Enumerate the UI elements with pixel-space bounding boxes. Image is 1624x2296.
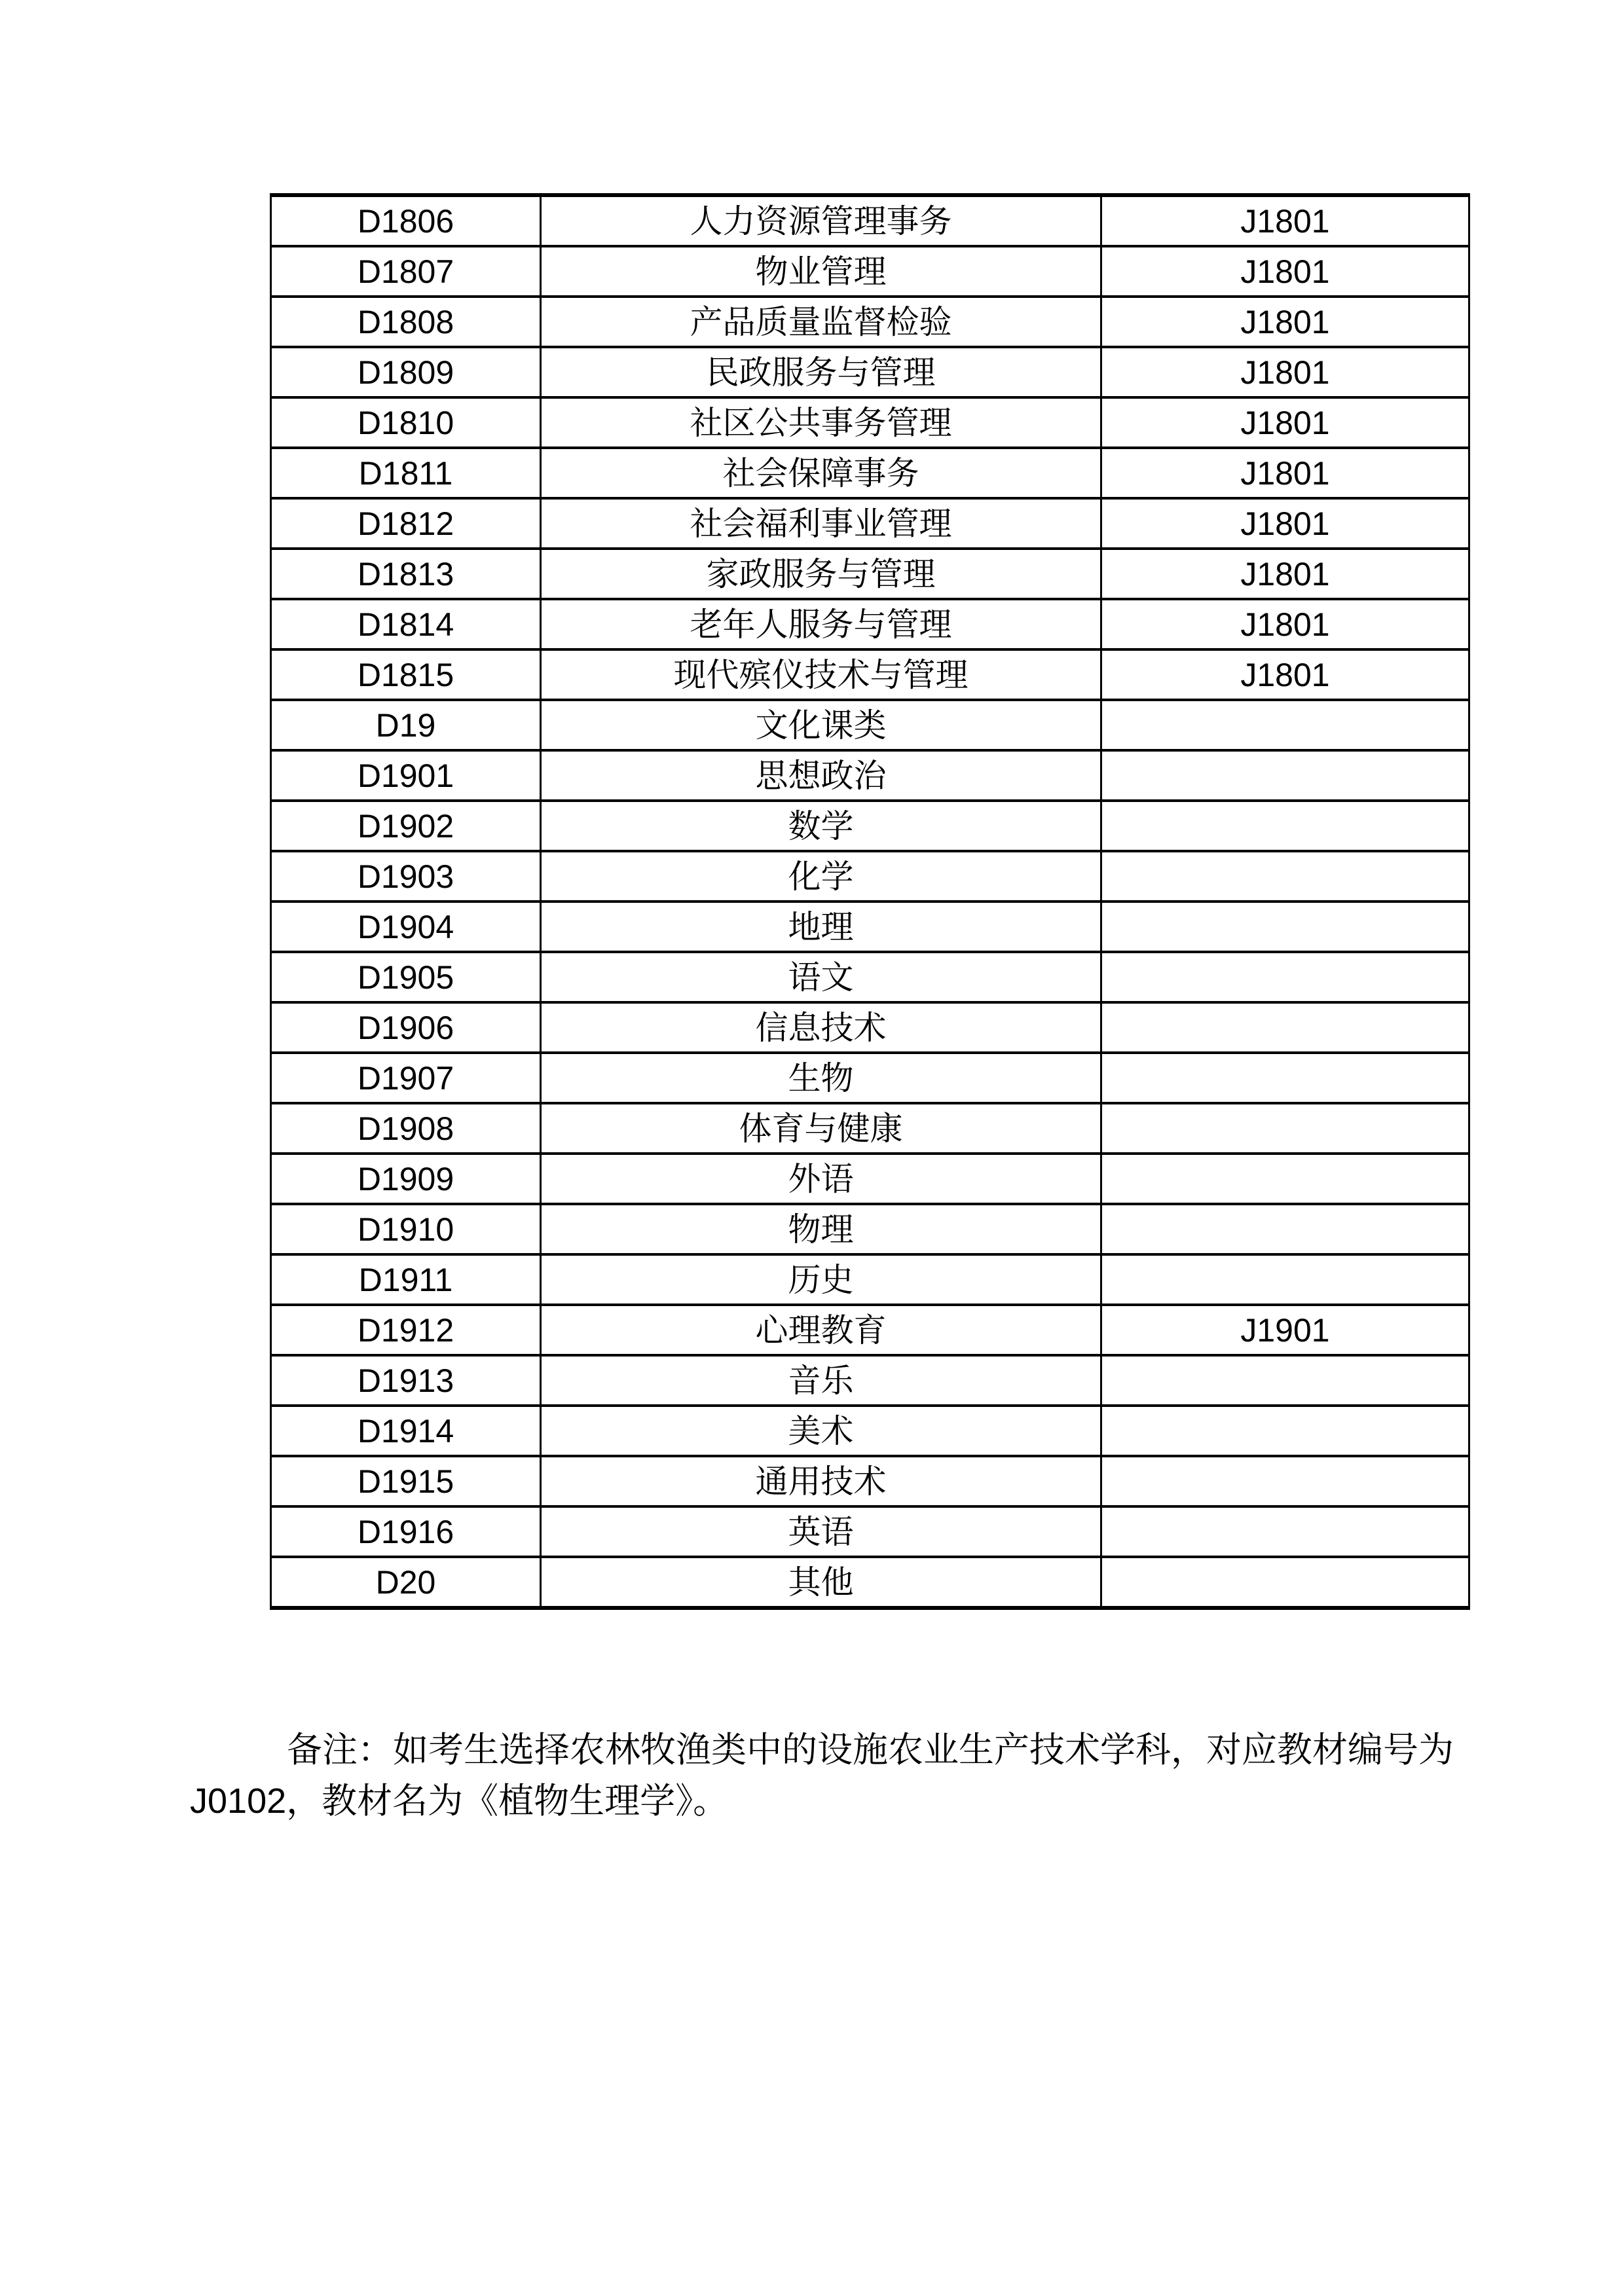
table-row [271, 347, 1469, 397]
table-row [271, 246, 1469, 297]
subject-name-cell: 语文 [541, 952, 1101, 1002]
table-row [271, 549, 1469, 599]
subject-name-cell: 人力资源管理事务 [541, 195, 1101, 246]
table-row [271, 1355, 1469, 1406]
table-row [271, 195, 1469, 246]
subject-textbook-code-table [270, 193, 1470, 1610]
subject-name-cell: 家政服务与管理 [541, 549, 1101, 599]
textbook-code-cell: J1801 [1101, 599, 1469, 649]
textbook-code-cell [1101, 851, 1469, 902]
subject-code-cell: D1807 [271, 246, 541, 297]
subject-code-cell: D1905 [271, 952, 541, 1002]
subject-code-cell: D1915 [271, 1456, 541, 1506]
subject-code-cell: D1912 [271, 1305, 541, 1355]
subject-code-cell: D1910 [271, 1204, 541, 1254]
subject-name-cell: 思想政治 [541, 750, 1101, 801]
table-row [271, 750, 1469, 801]
subject-name-cell: 民政服务与管理 [541, 347, 1101, 397]
textbook-code-cell [1101, 1557, 1469, 1608]
subject-name-cell: 历史 [541, 1254, 1101, 1305]
table-row [271, 649, 1469, 700]
subject-code-cell: D1904 [271, 902, 541, 952]
subject-name-cell: 心理教育 [541, 1305, 1101, 1355]
subject-name-cell: 英语 [541, 1506, 1101, 1557]
textbook-code-cell: J1801 [1101, 297, 1469, 347]
textbook-code-cell [1101, 1506, 1469, 1557]
note-line-1: 备注：如考生选择农林牧渔类中的设施农业生产技术学科，对应教材编号为 [287, 1730, 1454, 1770]
subject-name-cell: 社会保障事务 [541, 448, 1101, 498]
table-row [271, 801, 1469, 851]
textbook-code-cell: J1801 [1101, 195, 1469, 246]
subject-code-cell: D1813 [271, 549, 541, 599]
subject-name-cell: 信息技术 [541, 1002, 1101, 1053]
subject-code-cell: D19 [271, 700, 541, 750]
textbook-code-cell [1101, 1053, 1469, 1103]
textbook-code-cell [1101, 1456, 1469, 1506]
table-row [271, 498, 1469, 549]
textbook-code-cell [1101, 1154, 1469, 1204]
textbook-code-cell [1101, 1204, 1469, 1254]
subject-code-cell: D1806 [271, 195, 541, 246]
table-row [271, 1557, 1469, 1608]
subject-name-cell: 生物 [541, 1053, 1101, 1103]
subject-code-cell: D1814 [271, 599, 541, 649]
table-row [271, 1456, 1469, 1506]
subject-code-cell: D1916 [271, 1506, 541, 1557]
table-row [271, 902, 1469, 952]
textbook-code-cell [1101, 1254, 1469, 1305]
subject-name-cell: 音乐 [541, 1355, 1101, 1406]
subject-code-cell: D1811 [271, 448, 541, 498]
note-line-2: J0102，教材名为《植物生理学》。 [190, 1781, 729, 1821]
table-row [271, 448, 1469, 498]
table-row [271, 1053, 1469, 1103]
table-row [271, 1506, 1469, 1557]
textbook-table-body [271, 195, 1469, 1608]
subject-name-cell: 其他 [541, 1557, 1101, 1608]
textbook-code-cell: J1801 [1101, 246, 1469, 297]
subject-code-cell: D1815 [271, 649, 541, 700]
table-row [271, 952, 1469, 1002]
subject-code-cell: D1812 [271, 498, 541, 549]
subject-name-cell: 外语 [541, 1154, 1101, 1204]
subject-name-cell: 美术 [541, 1406, 1101, 1456]
subject-name-cell: 社区公共事务管理 [541, 397, 1101, 448]
textbook-code-cell [1101, 1002, 1469, 1053]
subject-name-cell: 现代殡仪技术与管理 [541, 649, 1101, 700]
subject-code-cell: D1902 [271, 801, 541, 851]
textbook-code-cell: J1801 [1101, 397, 1469, 448]
table-row [271, 397, 1469, 448]
subject-code-cell: D1913 [271, 1355, 541, 1406]
textbook-code-cell [1101, 902, 1469, 952]
textbook-code-cell: J1801 [1101, 347, 1469, 397]
subject-code-cell: D1906 [271, 1002, 541, 1053]
subject-code-cell: D1911 [271, 1254, 541, 1305]
subject-name-cell: 老年人服务与管理 [541, 599, 1101, 649]
textbook-code-cell [1101, 801, 1469, 851]
subject-name-cell: 社会福利事业管理 [541, 498, 1101, 549]
textbook-code-cell [1101, 1355, 1469, 1406]
subject-code-cell: D1901 [271, 750, 541, 801]
subject-code-cell: D1908 [271, 1103, 541, 1154]
subject-name-cell: 化学 [541, 851, 1101, 902]
subject-code-cell: D1914 [271, 1406, 541, 1456]
subject-code-cell: D1808 [271, 297, 541, 347]
table-row [271, 1254, 1469, 1305]
subject-code-cell: D1909 [271, 1154, 541, 1204]
textbook-code-cell: J1801 [1101, 448, 1469, 498]
textbook-code-cell [1101, 1406, 1469, 1456]
subject-name-cell: 通用技术 [541, 1456, 1101, 1506]
subject-name-cell: 体育与健康 [541, 1103, 1101, 1154]
subject-name-cell: 物业管理 [541, 246, 1101, 297]
table-row [271, 1154, 1469, 1204]
table-row [271, 1204, 1469, 1254]
textbook-code-cell: J1801 [1101, 649, 1469, 700]
subject-code-cell: D20 [271, 1557, 541, 1608]
table-row [271, 700, 1469, 750]
subject-name-cell: 文化课类 [541, 700, 1101, 750]
table-row [271, 599, 1469, 649]
subject-code-cell: D1903 [271, 851, 541, 902]
subject-code-cell: D1809 [271, 347, 541, 397]
textbook-code-cell: J1801 [1101, 549, 1469, 599]
subject-code-cell: D1810 [271, 397, 541, 448]
table-row [271, 1305, 1469, 1355]
table-row [271, 851, 1469, 902]
table-row [271, 1103, 1469, 1154]
subject-name-cell: 地理 [541, 902, 1101, 952]
subject-code-cell: D1907 [271, 1053, 541, 1103]
textbook-code-cell [1101, 700, 1469, 750]
subject-name-cell: 产品质量监督检验 [541, 297, 1101, 347]
textbook-code-cell [1101, 952, 1469, 1002]
table-row [271, 297, 1469, 347]
subject-name-cell: 数学 [541, 801, 1101, 851]
textbook-code-cell: J1901 [1101, 1305, 1469, 1355]
table-row [271, 1002, 1469, 1053]
table-row [271, 1406, 1469, 1456]
textbook-code-cell [1101, 1103, 1469, 1154]
textbook-code-cell: J1801 [1101, 498, 1469, 549]
subject-name-cell: 物理 [541, 1204, 1101, 1254]
note-paragraph [190, 1724, 1473, 1827]
textbook-code-cell [1101, 750, 1469, 801]
